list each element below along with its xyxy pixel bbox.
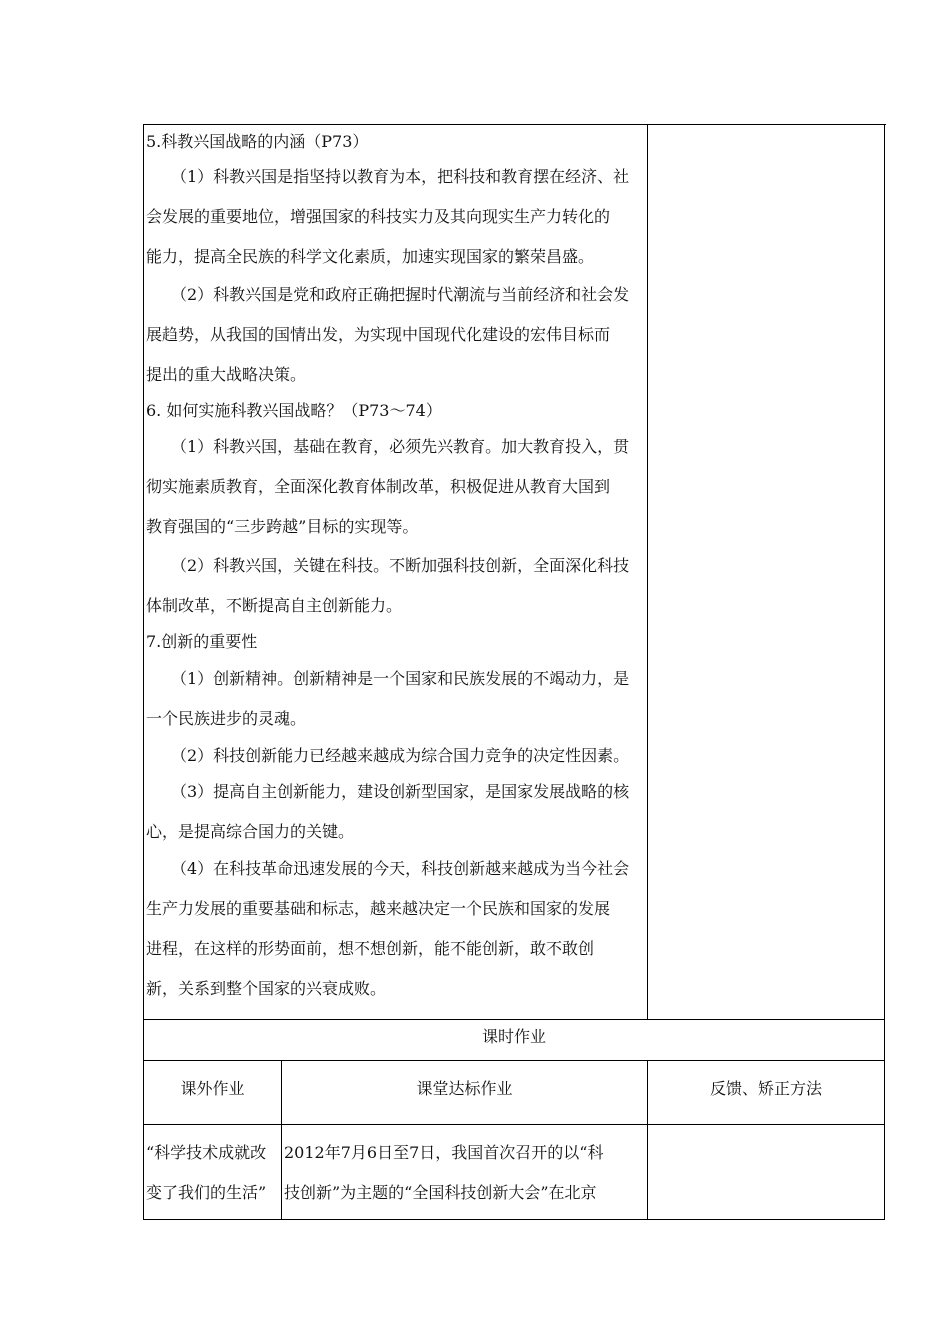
row-divider-headers <box>143 1124 885 1125</box>
section-5-p1-line-2: 会发展的重要地位，增强国家的科技实力及其向现实生产力转化的 <box>146 207 611 226</box>
section-5-p2-line-3: 提出的重大战略决策。 <box>146 365 307 384</box>
homework-title: 课时作业 <box>481 1027 546 1046</box>
table-right-border <box>884 124 885 1220</box>
table-left-border <box>143 124 144 1220</box>
section-6-p2-line-1: （2）科教兴国，关键在科技。不断加强科技创新，全面深化科技 <box>171 556 630 575</box>
section-6-p1-line-1: （1）科教兴国，基础在教育，必须先兴教育。加大教育投入，贯 <box>171 437 630 456</box>
section-7-p4-line-1: （4）在科技革命迅速发展的今天，科技创新越来越成为当今社会 <box>171 859 630 878</box>
table-bottom-cut <box>143 1219 885 1220</box>
section-7-p3-line-1: （3）提高自主创新能力，建设创新型国家，是国家发展战略的核 <box>171 782 630 801</box>
section-6-p1-line-2: 彻实施素质教育，全面深化教育体制改革，积极促进从教育大国到 <box>146 477 611 496</box>
section-7-p4-line-4: 新，关系到整个国家的兴衰成败。 <box>146 979 387 998</box>
section-7-p1-line-1: （1）创新精神。创新精神是一个国家和民族发展的不竭动力，是 <box>171 669 630 688</box>
section-5-p2-line-2: 展趋势，从我国的国情出发，为实现中国现代化建设的宏伟目标而 <box>146 325 611 344</box>
table-top-border <box>143 124 886 125</box>
header-feedback: 反馈、矫正方法 <box>709 1079 822 1098</box>
row1-col1-line-2: 变了我们的生活” <box>146 1183 267 1202</box>
section-5-heading: 5.科教兴国战略的内涵（P73） <box>146 132 369 151</box>
section-6-p1-line-3: 教育强国的“三步跨越”目标的实现等。 <box>146 517 419 536</box>
section-6-heading: 6. 如何实施科教兴国战略？（P73～74） <box>146 401 442 420</box>
row-divider-title <box>143 1060 885 1061</box>
row1-col2-line-1: 2012年7月6日至7日，我国首次召开的以“科 <box>284 1143 604 1162</box>
row1-col2-line-2: 技创新”为主题的“全国科技创新大会”在北京 <box>284 1183 597 1202</box>
section-5-p1-line-1: （1）科教兴国是指坚持以教育为本，把科技和教育摆在经济、社 <box>171 167 630 186</box>
section-5-p2-line-1: （2）科教兴国是党和政府正确把握时代潮流与当前经济和社会发 <box>171 285 630 304</box>
row1-col1-line-1: “科学技术成就改 <box>146 1143 267 1162</box>
section-6-p2-line-2: 体制改革，不断提高自主创新能力。 <box>146 596 403 615</box>
section-7-p4-line-3: 进程，在这样的形势面前，想不想创新，能不能创新，敢不敢创 <box>146 939 595 958</box>
section-7-p4-line-2: 生产力发展的重要基础和标志，越来越决定一个民族和国家的发展 <box>146 899 611 918</box>
section-7-p2-line-1: （2）科技创新能力已经越来越成为综合国力竞争的决定性因素。 <box>171 746 630 765</box>
row-divider-content <box>143 1019 885 1020</box>
content-column-divider <box>647 124 648 1019</box>
section-7-heading: 7.创新的重要性 <box>146 632 258 651</box>
section-7-p1-line-2: 一个民族进步的灵魂。 <box>146 709 307 728</box>
header-extracurricular: 课外作业 <box>180 1079 245 1098</box>
section-5-p1-line-3: 能力，提高全民族的科学文化素质，加速实现国家的繁荣昌盛。 <box>146 247 595 266</box>
header-classroom: 课堂达标作业 <box>416 1079 513 1098</box>
section-7-p3-line-2: 心，是提高综合国力的关键。 <box>146 822 355 841</box>
